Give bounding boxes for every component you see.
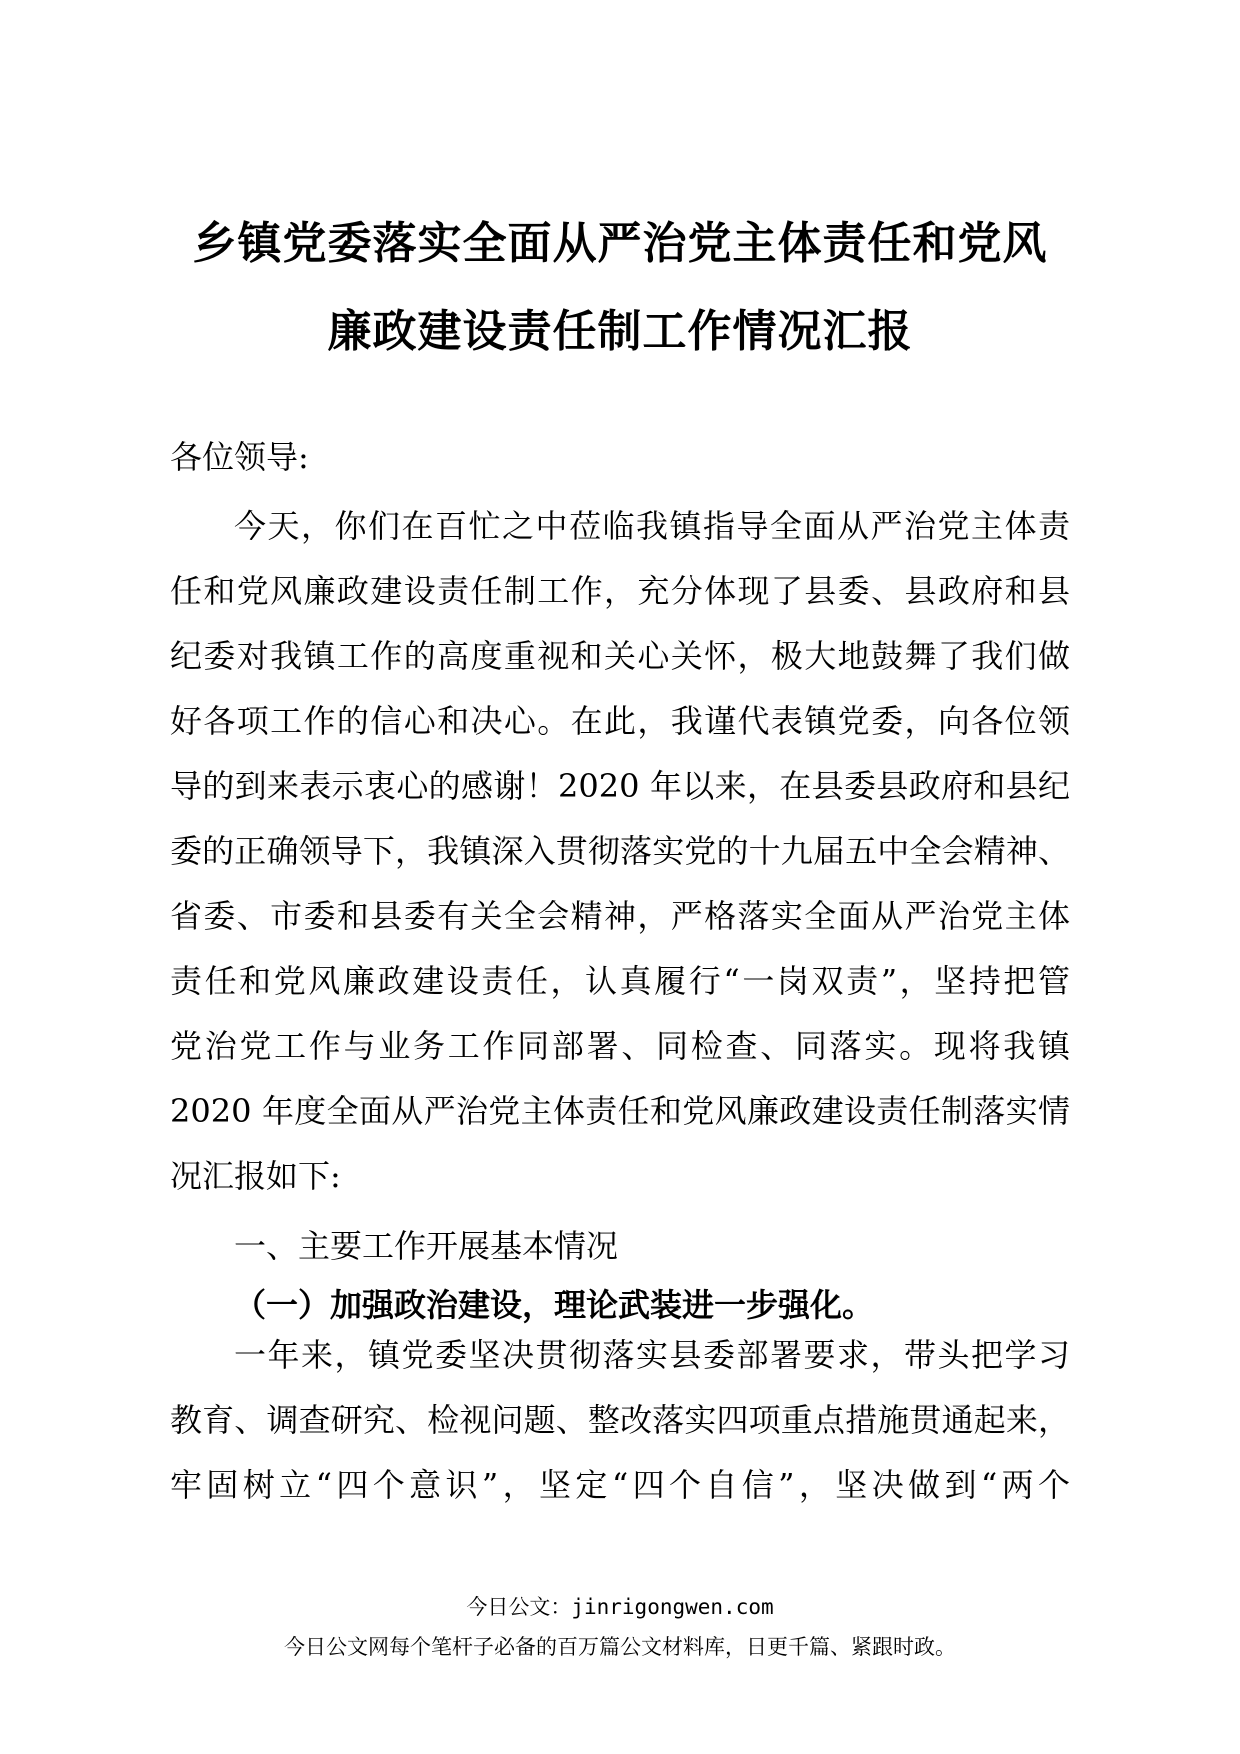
paragraph-intro (170, 494, 1070, 1209)
footer-site-line (0, 1592, 1240, 1622)
document-title-line-1: 乡镇党委落实全面从严治党主体责任和党风 (192, 218, 1048, 269)
paragraph-line: 2020 年度全面从严治党主体责任和党风廉政建设责任制落实情 (170, 1092, 1070, 1130)
footer-tagline: 今日公文网每个笔杆子必备的百万篇公文材料库，日更千篇、紧跟时政。 (284, 1635, 956, 1659)
paragraph-line: 纪委对我镇工作的高度重视和关心关怀，极大地鼓舞了我们做 (170, 637, 1070, 675)
footer-site-url[interactable]: jinrigongwen.com (571, 1595, 774, 1619)
paragraph-line: 好各项工作的信心和决心。在此，我谨代表镇党委，向各位领 (170, 702, 1070, 740)
paragraph-line: 导的到来表示衷心的感谢！2020 年以来，在县委县政府和县纪 (170, 767, 1070, 805)
paragraph-line: 牢固树立“四个意识”，坚定“四个自信”，坚决做到“两个 (170, 1466, 1070, 1504)
document-title-line-2: 廉政建设责任制工作情况汇报 (327, 306, 913, 357)
subsection-heading: （一）加强政治建设，理论武装进一步强化。 (234, 1286, 875, 1324)
paragraph-line: 一年来，镇党委坚决贯彻落实县委部署要求，带头把学习 (234, 1336, 1070, 1374)
paragraph-line: 今天，你们在百忙之中莅临我镇指导全面从严治党主体责 (234, 507, 1070, 545)
paragraph-section-1 (170, 1323, 1070, 1518)
paragraph-line: 责任和党风廉政建设责任，认真履行“一岗双责”，坚持把管 (170, 962, 1070, 1000)
salutation: 各位领导: (170, 438, 309, 476)
paragraph-line: 党治党工作与业务工作同部署、同检查、同落实。现将我镇 (170, 1027, 1070, 1065)
paragraph-line: 省委、市委和县委有关全会精神，严格落实全面从严治党主体 (170, 897, 1070, 935)
paragraph-line: 教育、调查研究、检视问题、整改落实四项重点措施贯通起来， (170, 1401, 1070, 1439)
paragraph-line: 任和党风廉政建设责任制工作，充分体现了县委、县政府和县 (170, 572, 1070, 610)
section-heading: 一、主要工作开展基本情况 (234, 1227, 619, 1265)
paragraph-line: 况汇报如下: (170, 1157, 341, 1195)
footer-site-label: 今日公文： (466, 1595, 572, 1619)
paragraph-line: 委的正确领导下，我镇深入贯彻落实党的十九届五中全会精神、 (170, 832, 1070, 870)
